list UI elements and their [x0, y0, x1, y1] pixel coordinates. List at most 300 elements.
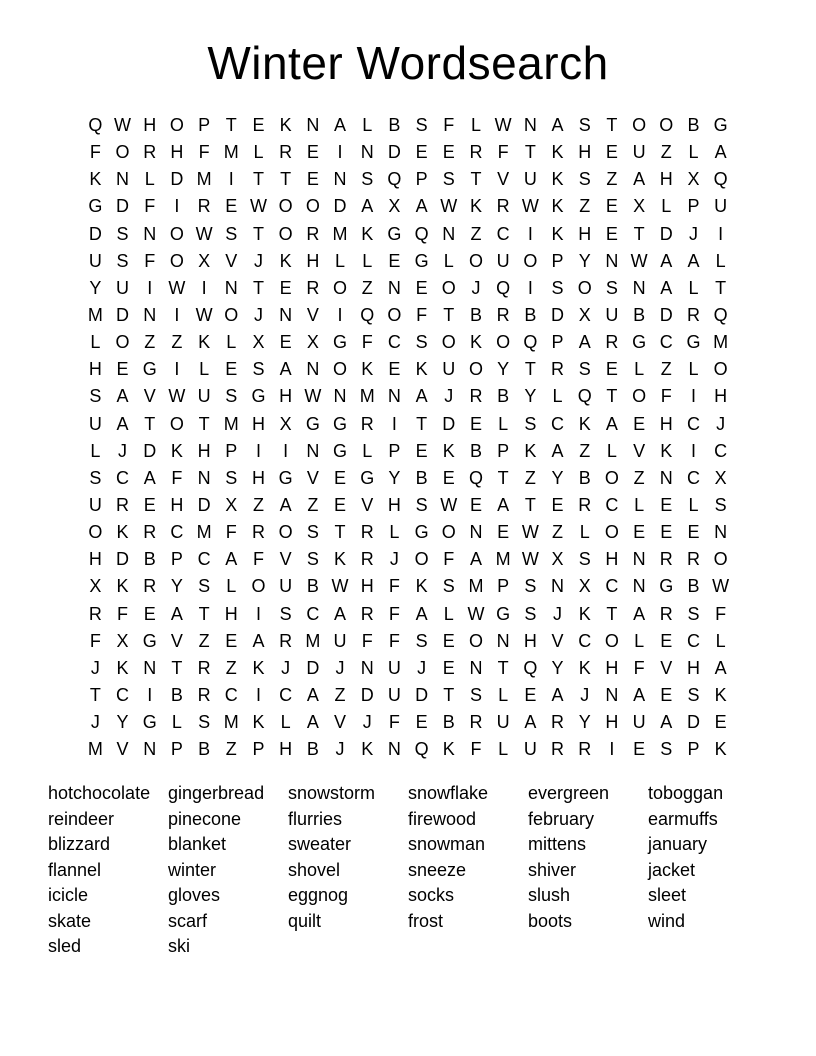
- grid-cell: R: [551, 359, 565, 380]
- grid-cell: C: [686, 413, 700, 434]
- grid-cell: S: [578, 169, 591, 190]
- grid-cell: D: [442, 413, 456, 434]
- grid-cell: V: [143, 386, 156, 407]
- word-item: boots: [528, 910, 573, 931]
- grid-cell: N: [442, 223, 456, 244]
- grid-cell: P: [415, 169, 428, 190]
- grid-cell: A: [279, 359, 292, 380]
- grid-cell: N: [523, 115, 537, 136]
- grid-cell: J: [471, 277, 481, 298]
- grid-cell: O: [604, 522, 619, 543]
- grid-cell: B: [388, 115, 401, 136]
- grid-cell: H: [88, 359, 102, 380]
- grid-cell: E: [633, 413, 646, 434]
- grid-cell: N: [279, 305, 293, 326]
- grid-cell: X: [714, 467, 727, 488]
- grid-cell: A: [469, 549, 482, 570]
- grid-cell: F: [225, 522, 237, 543]
- grid-cell: A: [605, 413, 618, 434]
- grid-cell: I: [174, 305, 180, 326]
- grid-cell: H: [279, 739, 293, 760]
- grid-cell: E: [660, 685, 673, 706]
- grid-cell: Z: [606, 169, 618, 190]
- grid-cell: N: [306, 440, 320, 461]
- grid-cell: R: [578, 495, 592, 516]
- grid-cell: A: [551, 440, 564, 461]
- grid-cell: A: [497, 495, 510, 516]
- word-list-column: [528, 781, 648, 960]
- grid-cell: K: [279, 115, 292, 136]
- grid-cell: J: [253, 305, 263, 326]
- grid-cell: Q: [523, 657, 538, 678]
- grid-cell: E: [497, 522, 510, 543]
- word-item: scarf: [168, 910, 208, 931]
- grid-cell: Q: [523, 332, 538, 353]
- grid-cell: R: [360, 413, 374, 434]
- grid-cell: R: [469, 386, 483, 407]
- grid-cell: O: [577, 277, 592, 298]
- grid-cell: J: [335, 739, 345, 760]
- grid-cell: R: [88, 603, 102, 624]
- grid-cell: K: [116, 657, 129, 678]
- grid-cell: U: [197, 386, 211, 407]
- grid-cell: L: [280, 712, 291, 733]
- grid-cell: A: [551, 115, 564, 136]
- grid-cell: T: [524, 495, 536, 516]
- grid-cell: Z: [361, 277, 373, 298]
- grid-cell: E: [469, 495, 482, 516]
- grid-cell: F: [388, 630, 400, 651]
- grid-cell: F: [633, 657, 645, 678]
- word-item: snowstorm: [288, 783, 376, 804]
- grid-cell: B: [469, 305, 482, 326]
- grid-cell: I: [147, 685, 153, 706]
- grid-cell: S: [578, 549, 591, 570]
- grid-cell: C: [197, 549, 211, 570]
- grid-cell: H: [170, 495, 184, 516]
- grid-cell: O: [251, 576, 266, 597]
- grid-cell: Y: [89, 277, 102, 298]
- grid-cell: Q: [496, 277, 511, 298]
- word-item: frost: [408, 910, 444, 931]
- grid-cell: H: [279, 386, 293, 407]
- word-item: february: [528, 808, 595, 829]
- grid-cell: C: [578, 630, 592, 651]
- grid-cell: Z: [660, 142, 672, 163]
- grid-cell: D: [170, 169, 184, 190]
- grid-cell: L: [171, 712, 182, 733]
- grid-cell: T: [198, 413, 210, 434]
- grid-cell: M: [223, 142, 239, 163]
- grid-cell: L: [606, 440, 617, 461]
- grid-cell: N: [224, 277, 238, 298]
- grid-cell: X: [89, 576, 102, 597]
- grid-cell: S: [306, 549, 319, 570]
- word-item: hotchocolate: [48, 783, 151, 804]
- page-title: Winter Wordsearch: [207, 37, 609, 89]
- grid-cell: X: [578, 305, 591, 326]
- grid-cell: A: [660, 712, 673, 733]
- grid-cell: F: [388, 576, 400, 597]
- grid-cell: I: [283, 440, 289, 461]
- grid-cell: Y: [388, 467, 401, 488]
- grid-cell: G: [360, 467, 375, 488]
- grid-cell: U: [333, 630, 347, 651]
- grid-cell: Y: [578, 250, 591, 271]
- grid-cell: R: [360, 522, 374, 543]
- grid-cell: H: [578, 223, 592, 244]
- grid-cell: E: [442, 467, 455, 488]
- grid-cell: N: [605, 250, 619, 271]
- word-item: evergreen: [528, 783, 610, 804]
- grid-cell: D: [659, 305, 673, 326]
- grid-cell: X: [306, 332, 319, 353]
- grid-cell: K: [469, 196, 482, 217]
- grid-cell: H: [686, 657, 700, 678]
- word-list-column: [288, 781, 408, 960]
- grid-cell: N: [469, 522, 483, 543]
- grid-cell: O: [305, 196, 320, 217]
- grid-cell: R: [279, 630, 293, 651]
- grid-cell: N: [714, 522, 728, 543]
- grid-cell: Q: [414, 739, 429, 760]
- grid-cell: A: [633, 685, 646, 706]
- grid-cell: E: [143, 603, 156, 624]
- grid-cell: E: [442, 657, 455, 678]
- grid-cell: O: [169, 413, 184, 434]
- grid-cell: U: [387, 657, 401, 678]
- grid-cell: B: [524, 305, 537, 326]
- grid-cell: J: [580, 685, 590, 706]
- grid-cell: N: [387, 386, 401, 407]
- grid-cell: S: [225, 386, 238, 407]
- grid-cell: U: [88, 250, 102, 271]
- grid-cell: Y: [170, 576, 183, 597]
- grid-cell: U: [279, 576, 293, 597]
- word-item: earmuffs: [648, 808, 718, 829]
- grid-cell: S: [442, 169, 455, 190]
- grid-cell: S: [442, 576, 455, 597]
- grid-cell: C: [224, 685, 238, 706]
- grid-cell: N: [306, 359, 320, 380]
- grid-cell: P: [388, 440, 401, 461]
- word-item: sled: [48, 936, 82, 957]
- grid-cell: R: [197, 657, 211, 678]
- grid-cell: A: [334, 115, 347, 136]
- grid-cell: O: [468, 630, 483, 651]
- grid-cell: R: [306, 277, 320, 298]
- grid-cell: U: [442, 359, 456, 380]
- word-item: socks: [408, 885, 455, 906]
- word-item: sweater: [288, 834, 352, 855]
- grid-cell: S: [89, 386, 102, 407]
- grid-cell: K: [524, 440, 537, 461]
- grid-cell: G: [414, 250, 429, 271]
- grid-cell: F: [89, 142, 101, 163]
- grid-cell: O: [169, 223, 184, 244]
- grid-cell: R: [496, 305, 510, 326]
- grid-cell: J: [90, 657, 100, 678]
- word-item: sleet: [648, 885, 687, 906]
- grid-cell: M: [359, 386, 375, 407]
- grid-cell: B: [170, 685, 183, 706]
- grid-cell: A: [415, 196, 428, 217]
- grid-cell: P: [497, 576, 510, 597]
- grid-cell: X: [388, 196, 401, 217]
- word-item: winter: [168, 859, 217, 880]
- grid-cell: Q: [468, 467, 483, 488]
- grid-cell: N: [333, 169, 347, 190]
- grid-cell: Y: [116, 712, 129, 733]
- grid-cell: E: [605, 142, 618, 163]
- grid-cell: H: [605, 657, 619, 678]
- grid-cell: W: [440, 495, 458, 516]
- grid-cell: J: [688, 223, 698, 244]
- grid-cell: H: [659, 169, 673, 190]
- grid-cell: L: [634, 359, 645, 380]
- grid-cell: P: [198, 115, 211, 136]
- word-item: quilt: [288, 910, 322, 931]
- grid-cell: L: [335, 250, 346, 271]
- grid-cell: F: [443, 115, 455, 136]
- grid-cell: N: [197, 467, 211, 488]
- grid-cell: T: [252, 277, 264, 298]
- grid-cell: O: [468, 250, 483, 271]
- grid-cell: T: [524, 142, 536, 163]
- grid-cell: M: [87, 739, 103, 760]
- grid-cell: I: [609, 739, 615, 760]
- grid-cell: D: [143, 440, 157, 461]
- grid-cell: T: [225, 115, 237, 136]
- word-item: snowflake: [408, 783, 489, 804]
- grid-cell: M: [223, 413, 239, 434]
- grid-cell: K: [578, 603, 591, 624]
- grid-cell: B: [687, 576, 700, 597]
- grid-cell: L: [253, 142, 264, 163]
- grid-cell: F: [144, 250, 156, 271]
- grid-cell: V: [170, 630, 183, 651]
- grid-cell: K: [279, 250, 292, 271]
- grid-cell: G: [88, 196, 103, 217]
- grid-cell: L: [661, 196, 672, 217]
- grid-cell: H: [88, 549, 102, 570]
- grid-cell: B: [497, 386, 510, 407]
- grid-cell: C: [279, 685, 293, 706]
- grid-cell: R: [360, 603, 374, 624]
- grid-cell: Q: [713, 169, 728, 190]
- grid-cell: E: [660, 630, 673, 651]
- grid-cell: S: [225, 467, 238, 488]
- grid-cell: W: [630, 250, 648, 271]
- grid-cell: D: [686, 712, 700, 733]
- grid-cell: L: [634, 495, 645, 516]
- grid-cell: J: [444, 386, 454, 407]
- grid-cell: D: [333, 196, 347, 217]
- grid-cell: A: [660, 277, 673, 298]
- grid-cell: O: [659, 115, 674, 136]
- grid-cell: S: [551, 277, 564, 298]
- grid-cell: D: [116, 196, 130, 217]
- grid-cell: L: [715, 630, 726, 651]
- grid-cell: X: [633, 196, 646, 217]
- grid-cell: C: [686, 467, 700, 488]
- grid-cell: T: [144, 413, 156, 434]
- grid-cell: L: [688, 495, 699, 516]
- grid-cell: Y: [551, 467, 564, 488]
- grid-cell: N: [605, 685, 619, 706]
- grid-cell: U: [632, 142, 646, 163]
- word-item: reindeer: [48, 808, 115, 829]
- grid-cell: R: [605, 332, 619, 353]
- grid-cell: M: [468, 576, 484, 597]
- grid-cell: E: [633, 739, 646, 760]
- grid-cell: B: [306, 576, 319, 597]
- grid-cell: V: [279, 549, 292, 570]
- grid-cell: R: [578, 739, 592, 760]
- grid-cell: E: [605, 359, 618, 380]
- grid-cell: B: [633, 305, 646, 326]
- grid-cell: E: [225, 630, 238, 651]
- grid-cell: D: [659, 223, 673, 244]
- grid-cell: L: [715, 250, 726, 271]
- grid-cell: R: [360, 549, 374, 570]
- grid-cell: T: [606, 115, 618, 136]
- grid-cell: X: [198, 250, 211, 271]
- grid-cell: S: [415, 332, 428, 353]
- grid-cell: F: [388, 712, 400, 733]
- grid-cell: I: [527, 223, 533, 244]
- word-item: january: [648, 834, 708, 855]
- grid-cell: A: [551, 685, 564, 706]
- grid-cell: N: [360, 657, 374, 678]
- grid-cell: H: [251, 467, 265, 488]
- grid-cell: F: [171, 467, 183, 488]
- grid-cell: M: [223, 712, 239, 733]
- grid-cell: G: [333, 332, 348, 353]
- grid-cell: M: [196, 169, 212, 190]
- grid-cell: V: [633, 440, 646, 461]
- grid-cell: S: [687, 685, 700, 706]
- grid-cell: E: [633, 522, 646, 543]
- grid-cell: A: [143, 467, 156, 488]
- grid-cell: L: [470, 115, 481, 136]
- grid-cell: N: [143, 223, 157, 244]
- grid-cell: C: [605, 495, 619, 516]
- grid-cell: U: [714, 196, 728, 217]
- grid-cell: T: [606, 603, 618, 624]
- grid-cell: R: [659, 603, 673, 624]
- grid-cell: F: [117, 603, 129, 624]
- grid-cell: R: [116, 495, 130, 516]
- grid-cell: Q: [387, 169, 402, 190]
- grid-cell: A: [225, 549, 238, 570]
- grid-cell: O: [632, 115, 647, 136]
- grid-cell: V: [225, 250, 238, 271]
- grid-cell: E: [660, 495, 673, 516]
- grid-cell: T: [252, 223, 264, 244]
- grid-cell: Q: [360, 305, 375, 326]
- grid-cell: T: [606, 386, 618, 407]
- grid-cell: V: [361, 495, 374, 516]
- grid-cell: A: [279, 495, 292, 516]
- grid-cell: U: [88, 495, 102, 516]
- grid-cell: K: [116, 522, 129, 543]
- grid-cell: A: [116, 413, 129, 434]
- grid-cell: L: [443, 603, 454, 624]
- grid-cell: T: [470, 169, 482, 190]
- word-item: eggnog: [288, 885, 349, 906]
- word-item: skate: [48, 910, 92, 931]
- grid-cell: K: [551, 196, 564, 217]
- word-item: icicle: [48, 885, 89, 906]
- grid-cell: L: [362, 440, 373, 461]
- grid-cell: I: [255, 603, 261, 624]
- grid-cell: J: [417, 657, 427, 678]
- grid-cell: E: [469, 413, 482, 434]
- grid-cell: Z: [225, 739, 237, 760]
- grid-cell: X: [252, 332, 265, 353]
- grid-cell: X: [551, 549, 564, 570]
- grid-cell: A: [687, 250, 700, 271]
- grid-cell: F: [198, 142, 210, 163]
- grid-cell: X: [687, 169, 700, 190]
- grid-cell: K: [252, 712, 265, 733]
- grid-cell: P: [252, 739, 265, 760]
- grid-cell: H: [387, 495, 401, 516]
- grid-cell: T: [198, 603, 210, 624]
- grid-cell: P: [687, 739, 700, 760]
- grid-cell: P: [170, 549, 183, 570]
- word-item: gingerbread: [168, 783, 265, 804]
- grid-cell: I: [174, 359, 180, 380]
- grid-cell: E: [442, 142, 455, 163]
- grid-cell: E: [415, 142, 428, 163]
- grid-cell: Z: [552, 522, 564, 543]
- grid-cell: O: [169, 115, 184, 136]
- grid-cell: N: [143, 305, 157, 326]
- grid-cell: F: [89, 630, 101, 651]
- grid-cell: E: [524, 685, 537, 706]
- grid-cell: K: [116, 576, 129, 597]
- grid-cell: O: [88, 522, 103, 543]
- grid-cell: R: [197, 685, 211, 706]
- grid-cell: R: [306, 223, 320, 244]
- grid-cell: B: [198, 739, 211, 760]
- grid-cell: U: [523, 739, 537, 760]
- grid-cell: S: [524, 576, 537, 597]
- grid-cell: A: [714, 657, 727, 678]
- grid-cell: D: [197, 495, 211, 516]
- grid-cell: H: [605, 712, 619, 733]
- grid-cell: O: [115, 142, 130, 163]
- grid-cell: W: [521, 549, 539, 570]
- grid-cell: L: [362, 250, 373, 271]
- grid-cell: W: [467, 603, 485, 624]
- grid-cell: Z: [524, 467, 536, 488]
- grid-cell: C: [551, 413, 565, 434]
- grid-cell: J: [118, 440, 128, 461]
- grid-cell: J: [553, 603, 563, 624]
- grid-cell: J: [253, 250, 263, 271]
- grid-cell: K: [578, 657, 591, 678]
- grid-cell: Y: [524, 386, 537, 407]
- grid-cell: O: [224, 305, 239, 326]
- grid-cell: R: [197, 196, 211, 217]
- grid-cell: W: [168, 386, 186, 407]
- grid-cell: G: [333, 440, 348, 461]
- grid-cell: N: [143, 739, 157, 760]
- grid-cell: H: [143, 115, 157, 136]
